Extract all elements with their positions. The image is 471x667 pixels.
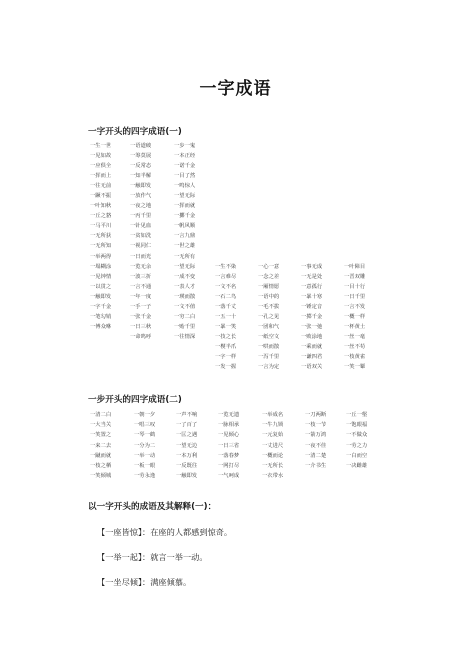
idiom-item: 一语双关 — [301, 364, 323, 371]
idiom-item: 一贫如洗 — [130, 233, 152, 240]
idiom-item: 一目了然 — [174, 173, 196, 180]
idiom-item: 一笔勾销 — [90, 313, 112, 320]
idiom-item: 一白而空 — [346, 452, 368, 459]
idiom-item: 一文不名 — [215, 283, 237, 290]
idiom-item: 一刀两断 — [305, 412, 327, 418]
idiom-item: 一无是处 — [301, 273, 323, 280]
idiom-column-6 — [301, 262, 322, 373]
idiom-item: 一清二白 — [90, 412, 112, 418]
idiom-item: 一笑一颦 — [344, 364, 366, 371]
idiom-item: 一笑倾城 — [90, 473, 112, 480]
idiom-item: 一字一样 — [215, 354, 237, 361]
idiom-column-2-3 — [176, 410, 197, 481]
idiom-item: 一波三折 — [130, 273, 152, 280]
idiom-item: 一落春梦 — [218, 452, 240, 459]
idiom-column-2-6 — [305, 410, 326, 471]
idiom-item: 一笑置之 — [90, 432, 112, 439]
idiom-item: 一马平川 — [90, 223, 112, 230]
idiom-item: 一掷千金 — [301, 313, 323, 320]
idiom-item: 一语道破 — [130, 143, 152, 149]
idiom-item: 一挥而就 — [174, 203, 196, 210]
idiom-item: 一触即发 — [176, 473, 198, 480]
idiom-item: 一步一鬼 — [174, 143, 196, 149]
idiom-item: 一饱眼福 — [346, 422, 368, 429]
idiom-item: 一命呜呼 — [130, 333, 152, 340]
idiom-column-4 — [215, 262, 236, 373]
idiom-item: 一往无前 — [90, 183, 112, 190]
idiom-item: 一劳永逸 — [134, 473, 156, 480]
idiom-item: 一望无际 — [174, 193, 196, 200]
idiom-item: 一劳之力 — [346, 442, 368, 449]
idiom-item: 一谦四君 — [301, 354, 323, 361]
idiom-item: 一鸣惊人 — [174, 183, 196, 190]
idiom-item: 一放作气 — [130, 193, 152, 200]
idiom-meaning: ：满座倾慕。 — [142, 577, 192, 587]
idiom-item: 一视同仁 — [130, 243, 152, 250]
idiom-item: 一手一子 — [130, 303, 152, 310]
idiom-term: 【一座皆惊】 — [97, 527, 143, 537]
idiom-item: 一见如故 — [90, 153, 112, 160]
idiom-item: 一晋双雕 — [344, 273, 366, 280]
idiom-item: 一箭万鸿 — [305, 432, 327, 439]
idiom-item: 一了百了 — [176, 422, 198, 429]
idiom-item: 一举成名 — [262, 412, 284, 418]
idiom-item: 一厢情愿 — [258, 283, 280, 290]
explanation-entry — [97, 577, 191, 588]
idiom-item: 一枝黄雀 — [344, 354, 366, 361]
idiom-item: 一不做众 — [346, 432, 368, 439]
idiom-item: 一言不通 — [130, 283, 152, 290]
idiom-column-5 — [258, 262, 279, 373]
idiom-item: 一杯黄土 — [344, 323, 366, 330]
idiom-item: 一反既往 — [176, 462, 198, 469]
idiom-item: 一反常态 — [130, 163, 152, 170]
idiom-column-2-5 — [262, 410, 283, 481]
idiom-item: 一丝一毫 — [344, 333, 366, 340]
idiom-item: 一擲千金 — [174, 213, 196, 220]
explanation-heading: 以一字开头的成语及其解释(一)： — [88, 502, 217, 512]
idiom-item: 一孔之见 — [258, 313, 280, 320]
idiom-term: 【一坐尽倾】 — [97, 577, 143, 587]
idiom-item: 一傅众咻 — [90, 323, 112, 330]
idiom-item: 一脉相承 — [218, 422, 240, 429]
idiom-item: 一衣带水 — [262, 473, 284, 480]
idiom-column-3 — [174, 141, 195, 342]
idiom-item: 一泻千里 — [258, 354, 280, 361]
idiom-item: 一念之差 — [258, 273, 280, 280]
idiom-item: 一举两得 — [90, 253, 112, 260]
idiom-item: 一丝不苟 — [344, 343, 366, 350]
idiom-item: 一元复始 — [262, 432, 284, 439]
idiom-item: 一心一意 — [258, 263, 280, 270]
idiom-item: 一落千丈 — [215, 303, 237, 310]
idiom-item: 一往情深 — [174, 333, 196, 340]
idiom-item: 一本正经 — [174, 153, 196, 160]
idiom-item: 一张一弛 — [301, 323, 323, 330]
idiom-item: 一石二鸟 — [215, 293, 237, 300]
idiom-item: 一唱三叹 — [134, 422, 156, 429]
idiom-item: 一事无成 — [301, 263, 323, 270]
idiom-column-7 — [344, 262, 365, 373]
page-title: 一字成语 — [199, 79, 272, 99]
idiom-item: 一言九鼎 — [174, 233, 196, 240]
idiom-item: 一叶知秋 — [90, 203, 112, 210]
idiom-meaning: ：在座的人都感到惊奇。 — [142, 527, 233, 537]
idiom-item: 一望无边 — [176, 442, 198, 449]
idiom-item: 一生一世 — [90, 143, 112, 149]
idiom-item: 一张千金 — [130, 313, 152, 320]
idiom-item: 一匡之遇 — [176, 432, 198, 439]
section-two-heading: 一步开头的四字成语(二) — [88, 395, 182, 405]
idiom-item: 一塌糊涂 — [90, 263, 112, 270]
idiom-item: 一日三秋 — [130, 323, 152, 330]
idiom-item: 一目十行 — [344, 283, 366, 290]
idiom-item: 一无所有 — [174, 253, 196, 260]
idiom-item: 一叶障目 — [344, 263, 366, 270]
idiom-item: 一语中的 — [258, 293, 280, 300]
idiom-item: 一蹴而就 — [90, 452, 112, 459]
idiom-item: 一言不发 — [344, 303, 366, 310]
idiom-item: 一日而光 — [130, 253, 152, 260]
idiom-item: 一筹莫展 — [130, 153, 152, 160]
idiom-column-2-4 — [218, 410, 239, 481]
idiom-item: 一清二楚 — [305, 452, 327, 459]
idiom-item: 一败涂地 — [301, 333, 323, 340]
idiom-column-1 — [90, 141, 111, 332]
idiom-item: 一丈进尺 — [262, 442, 284, 449]
idiom-item: 一琴一鹤 — [134, 432, 156, 439]
idiom-item: 一生不染 — [215, 263, 237, 270]
explanation-entry — [97, 527, 232, 538]
explanation-entry — [97, 552, 208, 563]
idiom-item: 一瑛而散 — [174, 293, 196, 300]
idiom-item: 一概一样 — [344, 313, 366, 320]
idiom-item: 一板一眼 — [134, 462, 156, 469]
idiom-item: 一来二去 — [90, 442, 112, 449]
idiom-item: 一言为定 — [258, 364, 280, 371]
idiom-item: 一牛九锁 — [262, 422, 284, 429]
idiom-item: 一本万利 — [176, 452, 198, 459]
idiom-item: 一枝一节 — [305, 422, 327, 429]
idiom-item: 一暴一笑 — [215, 323, 237, 330]
idiom-item: 一无所获 — [90, 233, 112, 240]
idiom-item: 一览无余 — [130, 263, 152, 270]
idiom-item: 一应俱全 — [90, 163, 112, 170]
idiom-item: 一无所知 — [90, 243, 112, 250]
idiom-item: 一望无际 — [174, 263, 196, 270]
idiom-item: 一字千金 — [90, 303, 112, 310]
idiom-item: 一大当关 — [90, 422, 112, 429]
idiom-item: 一毛不拔 — [258, 303, 280, 310]
idiom-item: 一见钟情 — [90, 273, 112, 280]
idiom-item: 一丘之貉 — [90, 213, 112, 220]
idiom-item: 一言难尽 — [215, 273, 237, 280]
idiom-item: 一丙千里 — [130, 213, 152, 220]
idiom-item: 一气呵成 — [218, 473, 240, 480]
idiom-item: 一表人才 — [174, 283, 196, 290]
idiom-item: 一针见血 — [130, 223, 152, 230]
idiom-item: 一声不响 — [176, 412, 198, 418]
idiom-item: 一穷二白 — [174, 313, 196, 320]
idiom-item: 一年一度 — [130, 293, 152, 300]
idiom-item: 一夜之地 — [130, 203, 152, 210]
idiom-item: 一蹶不振 — [90, 193, 112, 200]
idiom-item: 一发一握 — [215, 364, 237, 371]
idiom-item: 一知半解 — [130, 173, 152, 180]
idiom-column-2-1 — [90, 410, 111, 481]
idiom-column-2 — [130, 141, 151, 342]
idiom-item: 一挥而上 — [90, 173, 112, 180]
idiom-item: 一触即发 — [130, 183, 152, 190]
idiom-meaning: ：就言一举一动。 — [142, 552, 208, 562]
idiom-item: 一以贯之 — [90, 283, 112, 290]
idiom-item: 一乘而就 — [301, 343, 323, 350]
idiom-item: 一楔半爪 — [215, 343, 237, 350]
idiom-item: 一暴十寒 — [301, 293, 323, 300]
idiom-item: 一览无遗 — [218, 412, 240, 418]
idiom-item: 一见倾心 — [218, 432, 240, 439]
idiom-item: 一枝之栖 — [90, 462, 112, 469]
idiom-item: 一成不变 — [174, 273, 196, 280]
idiom-item: 一帆风顺 — [174, 223, 196, 230]
idiom-item: 一世之雄 — [174, 243, 196, 250]
idiom-item: 一决雌雄 — [346, 462, 368, 469]
idiom-item: 一概而论 — [262, 452, 284, 459]
idiom-item: 一举一动 — [134, 452, 156, 459]
idiom-item: 一五一十 — [215, 313, 237, 320]
idiom-item: 一团和气 — [258, 323, 280, 330]
idiom-item: 一网打尽 — [218, 462, 240, 469]
idiom-item: 一日千里 — [344, 293, 366, 300]
idiom-item: 一介书生 — [305, 462, 327, 469]
idiom-item: 一夜不佳 — [305, 442, 327, 449]
idiom-column-2-2 — [134, 410, 155, 481]
idiom-item: 一意孤行 — [301, 283, 323, 290]
idiom-item: 一日三省 — [218, 442, 240, 449]
idiom-item: 一诺千金 — [174, 163, 196, 170]
idiom-item: 一分为二 — [134, 442, 156, 449]
idiom-column-2-7 — [346, 410, 367, 471]
idiom-item: 一纸空文 — [258, 333, 280, 340]
idiom-item: 一锤定音 — [301, 303, 323, 310]
idiom-item: 一朝一夕 — [134, 412, 156, 418]
idiom-item: 一丘一壑 — [346, 412, 368, 418]
idiom-item: 一技之长 — [215, 333, 237, 340]
idiom-term: 【一举一起】 — [97, 552, 143, 562]
idiom-item: 一哄而散 — [258, 343, 280, 350]
idiom-item: 一贻千里 — [174, 323, 196, 330]
idiom-item: 一触即发 — [90, 293, 112, 300]
idiom-item: 一文不值 — [174, 303, 196, 310]
idiom-item: 一无所长 — [262, 462, 284, 469]
section-one-heading: 一字开头的四字成语(一) — [88, 127, 182, 137]
